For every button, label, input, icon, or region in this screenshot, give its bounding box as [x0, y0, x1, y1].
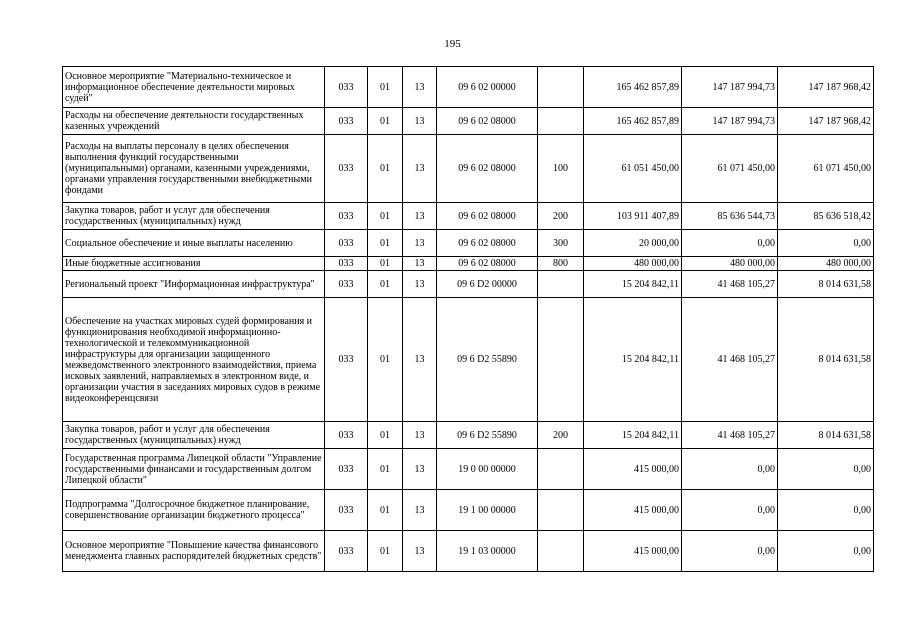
cell-name: Закупка товаров, работ и услуг для обеспечения государственных (муниципальных) нужд	[63, 203, 325, 230]
cell-sum-year-3: 147 187 968,42	[778, 67, 874, 108]
cell-sum-year-2: 41 468 105,27	[682, 298, 778, 422]
cell-target-article: 09 6 02 00000	[437, 67, 538, 108]
cell-target-article: 09 6 02 08000	[437, 257, 538, 271]
cell-section: 01	[368, 230, 403, 257]
cell-sum-year-3: 8 014 631,58	[778, 298, 874, 422]
cell-sum-year-2: 0,00	[682, 230, 778, 257]
cell-sum-year-2: 0,00	[682, 449, 778, 490]
cell-sum-year-2: 0,00	[682, 490, 778, 531]
cell-name: Региональный проект "Информационная инфраструктура"	[63, 271, 325, 298]
cell-subsection: 13	[403, 449, 437, 490]
cell-name: Обеспечение на участках мировых судей формирования и функционирования необходимой информационно-технологической и телекоммуникационной инфраструктуры для организации защищенного межведомственного электронного взаимодействия, приема исковых заявлений, направляемых в электронном виде, и организации участия в заседаниях мировых судов в режиме видеоконференцсвязи	[63, 298, 325, 422]
cell-sum-year-1: 480 000,00	[584, 257, 682, 271]
cell-expense-type: 100	[538, 135, 584, 203]
cell-name: Государственная программа Липецкой области "Управление государственными финансами и государственным долгом Липецкой области"	[63, 449, 325, 490]
cell-grbs: 033	[325, 298, 368, 422]
cell-section: 01	[368, 257, 403, 271]
cell-section: 01	[368, 271, 403, 298]
cell-expense-type: 200	[538, 422, 584, 449]
cell-expense-type	[538, 108, 584, 135]
table-row	[63, 490, 874, 531]
cell-sum-year-3: 0,00	[778, 531, 874, 572]
cell-target-article: 09 6 02 08000	[437, 203, 538, 230]
cell-sum-year-3: 0,00	[778, 490, 874, 531]
cell-grbs: 033	[325, 257, 368, 271]
cell-expense-type	[538, 67, 584, 108]
cell-name: Расходы на выплаты персоналу в целях обеспечения выполнения функций государственными (муниципальными) органами, казенными учреждениями, органами управления государственными внебюджетными фондами	[63, 135, 325, 203]
cell-expense-type	[538, 298, 584, 422]
cell-subsection: 13	[403, 531, 437, 572]
cell-section: 01	[368, 108, 403, 135]
table-row	[63, 135, 874, 203]
table-row	[63, 298, 874, 422]
cell-target-article: 09 6 D2 00000	[437, 271, 538, 298]
cell-section: 01	[368, 449, 403, 490]
cell-sum-year-3: 0,00	[778, 230, 874, 257]
cell-sum-year-2: 0,00	[682, 531, 778, 572]
cell-expense-type: 200	[538, 203, 584, 230]
cell-target-article: 19 0 00 00000	[437, 449, 538, 490]
cell-sum-year-3: 8 014 631,58	[778, 422, 874, 449]
table-row	[63, 271, 874, 298]
cell-name: Закупка товаров, работ и услуг для обеспечения государственных (муниципальных) нужд	[63, 422, 325, 449]
cell-section: 01	[368, 490, 403, 531]
cell-expense-type	[538, 490, 584, 531]
cell-sum-year-2: 41 468 105,27	[682, 422, 778, 449]
cell-target-article: 09 6 D2 55890	[437, 298, 538, 422]
table-row	[63, 531, 874, 572]
cell-grbs: 033	[325, 490, 368, 531]
cell-target-article: 19 1 03 00000	[437, 531, 538, 572]
cell-sum-year-1: 20 000,00	[584, 230, 682, 257]
cell-target-article: 19 1 00 00000	[437, 490, 538, 531]
table-body	[63, 67, 874, 572]
table-row	[63, 422, 874, 449]
cell-grbs: 033	[325, 422, 368, 449]
cell-sum-year-3: 61 071 450,00	[778, 135, 874, 203]
cell-target-article: 09 6 02 08000	[437, 108, 538, 135]
cell-subsection: 13	[403, 490, 437, 531]
cell-target-article: 09 6 02 08000	[437, 135, 538, 203]
cell-sum-year-1: 415 000,00	[584, 490, 682, 531]
page-number: 195	[444, 38, 461, 50]
cell-grbs: 033	[325, 230, 368, 257]
cell-sum-year-1: 15 204 842,11	[584, 271, 682, 298]
cell-grbs: 033	[325, 108, 368, 135]
cell-sum-year-1: 165 462 857,89	[584, 108, 682, 135]
cell-sum-year-3: 480 000,00	[778, 257, 874, 271]
cell-expense-type	[538, 531, 584, 572]
cell-subsection: 13	[403, 203, 437, 230]
cell-subsection: 13	[403, 298, 437, 422]
cell-target-article: 09 6 02 08000	[437, 230, 538, 257]
table-row	[63, 67, 874, 108]
cell-name: Основное мероприятие "Материально-техническое и информационное обеспечение деятельности мировых судей"	[63, 67, 325, 108]
cell-sum-year-1: 415 000,00	[584, 449, 682, 490]
cell-sum-year-1: 103 911 407,89	[584, 203, 682, 230]
cell-grbs: 033	[325, 449, 368, 490]
cell-sum-year-3: 8 014 631,58	[778, 271, 874, 298]
cell-sum-year-3: 147 187 968,42	[778, 108, 874, 135]
cell-section: 01	[368, 135, 403, 203]
cell-sum-year-2: 480 000,00	[682, 257, 778, 271]
budget-table	[62, 66, 874, 572]
cell-section: 01	[368, 203, 403, 230]
cell-subsection: 13	[403, 230, 437, 257]
cell-section: 01	[368, 298, 403, 422]
table-row	[63, 449, 874, 490]
cell-expense-type: 300	[538, 230, 584, 257]
cell-subsection: 13	[403, 271, 437, 298]
cell-target-article: 09 6 D2 55890	[437, 422, 538, 449]
cell-sum-year-1: 15 204 842,11	[584, 422, 682, 449]
cell-name: Расходы на обеспечение деятельности государственных казенных учреждений	[63, 108, 325, 135]
cell-sum-year-3: 85 636 518,42	[778, 203, 874, 230]
cell-sum-year-2: 41 468 105,27	[682, 271, 778, 298]
cell-subsection: 13	[403, 108, 437, 135]
cell-sum-year-2: 147 187 994,73	[682, 108, 778, 135]
cell-grbs: 033	[325, 531, 368, 572]
cell-sum-year-1: 415 000,00	[584, 531, 682, 572]
cell-sum-year-1: 61 051 450,00	[584, 135, 682, 203]
cell-name: Социальное обеспечение и иные выплаты населению	[63, 230, 325, 257]
cell-sum-year-2: 85 636 544,73	[682, 203, 778, 230]
cell-section: 01	[368, 422, 403, 449]
cell-sum-year-2: 147 187 994,73	[682, 67, 778, 108]
cell-expense-type	[538, 271, 584, 298]
cell-section: 01	[368, 531, 403, 572]
cell-sum-year-2: 61 071 450,00	[682, 135, 778, 203]
cell-grbs: 033	[325, 203, 368, 230]
cell-expense-type: 800	[538, 257, 584, 271]
cell-name: Основное мероприятие "Повышение качества финансового менеджмента главных распорядителей бюджетных средств"	[63, 531, 325, 572]
table-row	[63, 108, 874, 135]
cell-subsection: 13	[403, 422, 437, 449]
cell-name: Подпрограмма "Долгосрочное бюджетное планирование, совершенствование организации бюджетного процесса"	[63, 490, 325, 531]
cell-expense-type	[538, 449, 584, 490]
cell-sum-year-3: 0,00	[778, 449, 874, 490]
cell-name: Иные бюджетные ассигнования	[63, 257, 325, 271]
cell-section: 01	[368, 67, 403, 108]
cell-sum-year-1: 165 462 857,89	[584, 67, 682, 108]
table-row	[63, 203, 874, 230]
cell-grbs: 033	[325, 271, 368, 298]
table-row	[63, 230, 874, 257]
cell-grbs: 033	[325, 135, 368, 203]
table-row	[63, 257, 874, 271]
cell-subsection: 13	[403, 135, 437, 203]
cell-grbs: 033	[325, 67, 368, 108]
cell-subsection: 13	[403, 257, 437, 271]
cell-sum-year-1: 15 204 842,11	[584, 298, 682, 422]
cell-subsection: 13	[403, 67, 437, 108]
